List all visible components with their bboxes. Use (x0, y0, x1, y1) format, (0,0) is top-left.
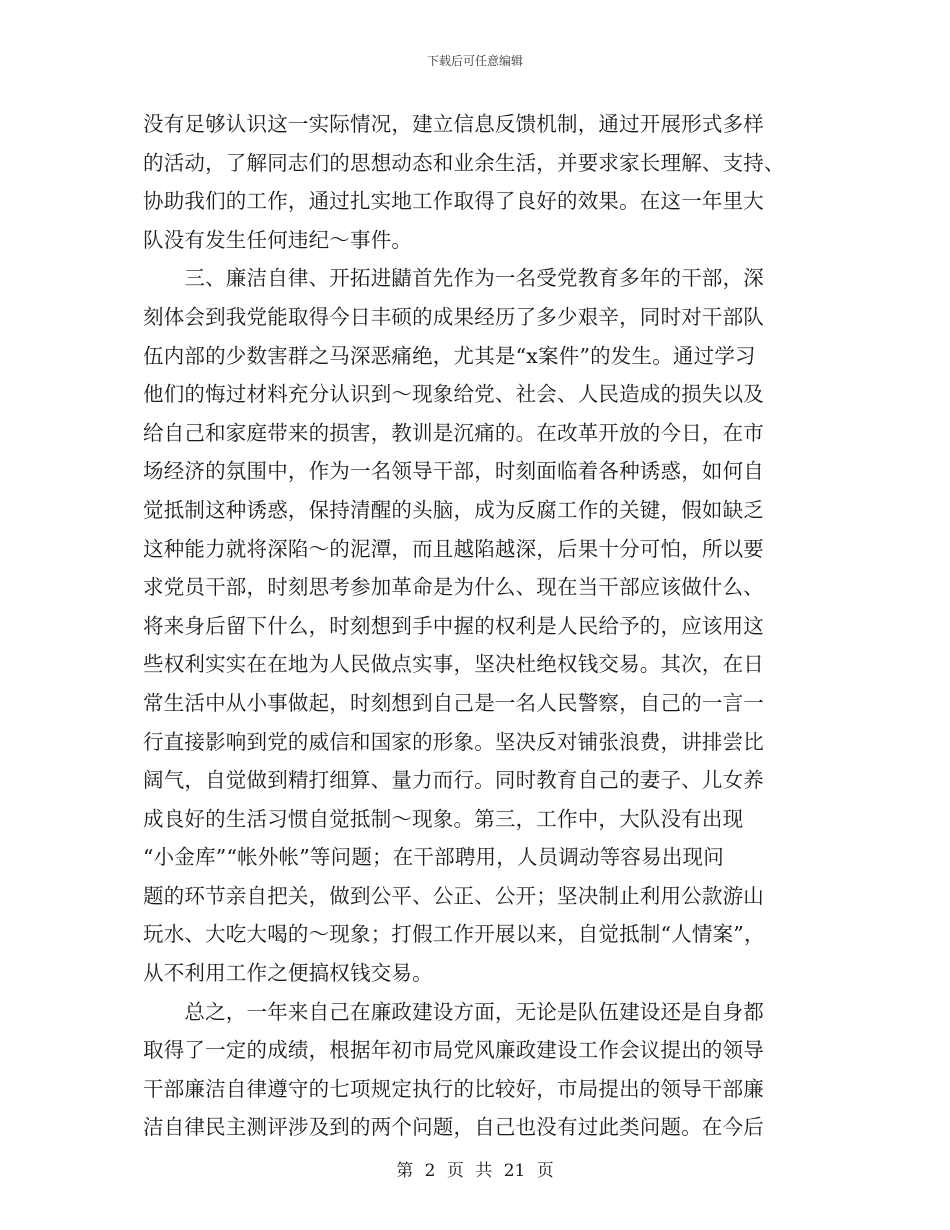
text-line: 取得了一定的成绩，根据年初市局党风廉政建设工作会议提出的领导 (143, 1038, 764, 1063)
text-line: 行直接影响到党的威信和国家的形象。坚决反对铺张浪费，讲排尝比 (143, 729, 764, 754)
page-header: 下载后可任意编辑 (426, 54, 523, 68)
text-line: 的活动，了解同志们的思想动态和业余生活，并要求家长理解、支持、 (143, 150, 785, 175)
document-body (143, 105, 798, 1147)
text-line: 将来身后留下什么，时刻想到手中握的权利是人民给予的，应该用这 (143, 613, 764, 638)
text-line: “小金库”“帐外帐”等问题；在干部聘用，人员调动等容易出现问 (143, 845, 724, 870)
text-line: 玩水、大吃大喝的～现象；打假工作开展以来，自觉抵制“人情案”， (143, 922, 765, 947)
page-number-footer: 第 2 页 共 21 页 (396, 1161, 554, 1181)
text-line: 洁自律民主测评涉及到的两个问题，自己也没有过此类问题。在今后 (143, 1115, 764, 1140)
text-line: 阔气，自觉做到精打细算、量力而行。同时教育自己的妻子、儿女养 (143, 768, 764, 793)
text-line: 求党员干部，时刻思考参加革命是为什么、现在当干部应该做什么、 (143, 575, 764, 600)
text-line: 三、廉洁自律、开拓进鼱首先作为一名受党教育多年的干部，深 (143, 266, 764, 291)
text-line: 常生活中从小事做起，时刻想到自己是一名人民警察，自己的一言一 (143, 690, 764, 715)
text-line: 觉抵制这种诱惑，保持清醒的头脑，成为反腐工作的关键，假如缺乏 (143, 497, 764, 522)
text-line: 场经济的氛围中，作为一名领导干部，时刻面临着各种诱惑，如何自 (143, 459, 764, 484)
text-line: 总之，一年来自己在廉政建设方面，无论是队伍建设还是自身都 (143, 999, 764, 1024)
text-line: 些权利实实在在地为人民做点实事，坚决杜绝权钱交易。其次，在日 (143, 652, 764, 677)
text-line: 题的环节亲自把关，做到公平、公正、公开；坚决制止利用公款游山 (143, 883, 764, 908)
text-line: 伍内部的少数害群之马深恶痛绝，尤其是“x案件”的发生。通过学习 (143, 343, 756, 368)
text-line: 没有足够认识这一实际情况，建立信息反馈机制，通过开展形式多样 (143, 112, 764, 136)
text-line: 干部廉洁自律遵守的七项规定执行的比较好，市局提出的领导干部廉 (143, 1076, 764, 1101)
text-line: 队没有发生任何违纪～事件。 (143, 227, 413, 252)
text-line: 这种能力就将深陷～的泥潭，而且越陷越深，后果十分可怕，所以要 (143, 536, 764, 561)
text-line: 成良好的生活习惯自觉抵制～现象。第三，工作中，大队没有出现 (143, 806, 744, 831)
text-line: 协助我们的工作，通过扎实地工作取得了良好的效果。在这一年里大 (143, 189, 764, 214)
text-line: 从不利用工作之便搞权钱交易。 (143, 961, 433, 986)
text-line: 刻体会到我党能取得今日丰硕的成果经历了多少艰辛，同时对干部队 (143, 304, 764, 329)
text-line: 他们的悔过材料充分认识到～现象给党、社会、人民造成的损失以及 (143, 382, 764, 407)
text-line: 给自己和家庭带来的损害，教训是沉痛的。在改革开放的今日，在市 (143, 420, 764, 445)
